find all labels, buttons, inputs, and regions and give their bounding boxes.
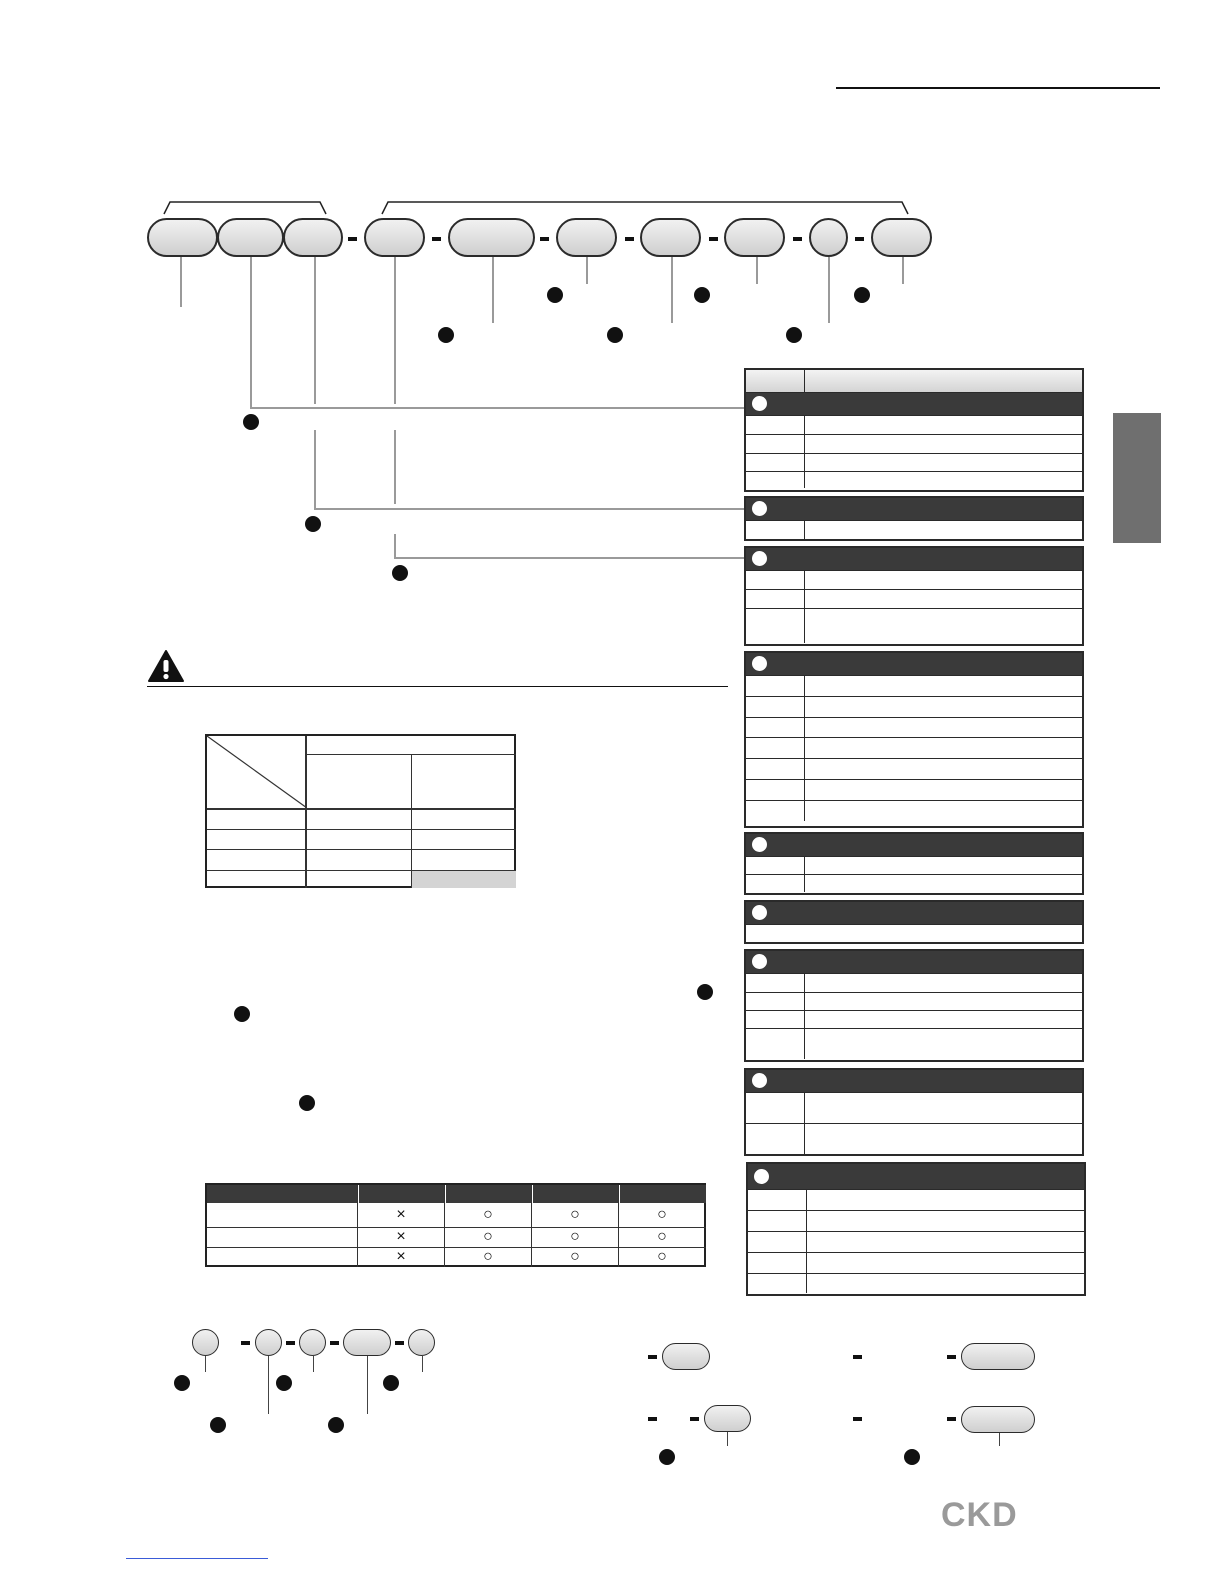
item-marker bbox=[786, 327, 802, 343]
table-divider bbox=[531, 1185, 532, 1267]
table-row bbox=[748, 1274, 1084, 1293]
table-section-header bbox=[746, 498, 1082, 521]
code-pill bbox=[299, 1329, 326, 1356]
item-marker bbox=[392, 565, 408, 581]
combination-table bbox=[205, 734, 516, 888]
code-pill-h bbox=[809, 218, 848, 257]
header-rule bbox=[836, 87, 1160, 89]
code-table-9 bbox=[746, 1162, 1086, 1296]
item-marker bbox=[234, 1006, 250, 1022]
leader-line bbox=[268, 1356, 269, 1414]
table-divider bbox=[207, 1247, 706, 1248]
code-separator bbox=[648, 1417, 657, 1421]
code-pill-c bbox=[364, 218, 425, 257]
compatible-mark: ○ bbox=[657, 1248, 667, 1265]
table-row bbox=[746, 697, 1082, 718]
compatible-mark: ○ bbox=[483, 1248, 493, 1265]
leader-line bbox=[422, 1356, 423, 1372]
code-pill bbox=[961, 1343, 1035, 1370]
table-row bbox=[746, 590, 1082, 609]
section-number-icon bbox=[754, 1169, 769, 1184]
table-column-header bbox=[746, 370, 1082, 393]
code-pill-i bbox=[871, 218, 932, 257]
item-marker bbox=[299, 1095, 315, 1111]
leader-line bbox=[492, 257, 494, 323]
table-row bbox=[746, 759, 1082, 780]
table-row bbox=[748, 1211, 1084, 1232]
leader-line bbox=[727, 1432, 728, 1446]
compatible-mark: ○ bbox=[483, 1228, 493, 1245]
table-divider bbox=[305, 736, 307, 888]
table-header-cell bbox=[533, 1185, 618, 1203]
code-table-3 bbox=[744, 546, 1084, 646]
compatible-mark: ○ bbox=[657, 1206, 667, 1223]
code-table-8 bbox=[744, 1068, 1084, 1156]
item-marker bbox=[174, 1375, 190, 1391]
code-table-2 bbox=[744, 496, 1084, 541]
code-separator bbox=[853, 1417, 862, 1421]
code-pill-e bbox=[556, 218, 617, 257]
caution-rule bbox=[147, 686, 728, 687]
item-marker bbox=[243, 414, 259, 430]
table-row bbox=[748, 1190, 1084, 1211]
code-separator bbox=[432, 237, 441, 241]
table-row bbox=[746, 571, 1082, 590]
table-header-cell bbox=[446, 1185, 531, 1203]
item-marker bbox=[854, 287, 870, 303]
section-number-icon bbox=[752, 396, 767, 411]
table-section-header bbox=[748, 1164, 1084, 1190]
table-section-header bbox=[746, 548, 1082, 571]
table-divider bbox=[207, 808, 516, 810]
code-pill bbox=[662, 1343, 710, 1370]
item-marker bbox=[328, 1417, 344, 1433]
table-row bbox=[746, 1029, 1082, 1059]
code-table-5 bbox=[744, 832, 1084, 895]
table-row bbox=[746, 454, 1082, 472]
leader-line bbox=[394, 534, 396, 558]
code-separator bbox=[793, 237, 802, 241]
table-diagonal bbox=[207, 736, 307, 808]
leader-line bbox=[180, 257, 182, 307]
code-separator bbox=[348, 237, 357, 241]
compatible-mark: ○ bbox=[657, 1228, 667, 1245]
table-header-cell bbox=[359, 1185, 444, 1203]
table-row bbox=[746, 974, 1082, 993]
item-marker bbox=[276, 1375, 292, 1391]
table-section-header bbox=[746, 653, 1082, 676]
code-pill bbox=[408, 1329, 435, 1356]
leader-line bbox=[999, 1433, 1000, 1446]
leader-line bbox=[828, 257, 830, 323]
leader-line bbox=[394, 557, 745, 559]
table-row bbox=[746, 521, 1082, 540]
item-marker bbox=[659, 1449, 675, 1465]
item-marker bbox=[210, 1417, 226, 1433]
table-row bbox=[748, 1232, 1084, 1253]
code-pill bbox=[704, 1405, 751, 1432]
compatibility-table bbox=[205, 1183, 706, 1267]
code-separator bbox=[241, 1341, 250, 1345]
code-separator bbox=[540, 237, 549, 241]
code-separator bbox=[855, 237, 864, 241]
code-table-1 bbox=[744, 368, 1084, 492]
table-divider bbox=[444, 1185, 445, 1267]
leader-line bbox=[367, 1356, 368, 1414]
code-pill bbox=[255, 1329, 282, 1356]
table-row bbox=[748, 1253, 1084, 1274]
item-marker bbox=[547, 287, 563, 303]
table-row bbox=[746, 718, 1082, 738]
table-divider bbox=[411, 755, 412, 888]
code-separator bbox=[648, 1355, 657, 1359]
code-separator bbox=[395, 1341, 404, 1345]
table-divider bbox=[618, 1185, 619, 1267]
leader-line bbox=[394, 430, 396, 504]
leader-line bbox=[586, 257, 588, 284]
leader-line bbox=[902, 257, 904, 284]
leader-line bbox=[205, 1356, 206, 1372]
table-row bbox=[746, 609, 1082, 643]
table-header-cell bbox=[620, 1185, 706, 1203]
table-header-cell bbox=[207, 1185, 357, 1203]
item-marker bbox=[904, 1449, 920, 1465]
compatible-mark: ○ bbox=[570, 1228, 580, 1245]
table-row bbox=[746, 925, 1082, 941]
compatible-mark: ○ bbox=[483, 1206, 493, 1223]
leader-line bbox=[314, 430, 316, 510]
leader-line bbox=[756, 257, 758, 284]
table-row bbox=[746, 416, 1082, 435]
table-row bbox=[746, 1011, 1082, 1029]
leader-line bbox=[250, 257, 252, 407]
incompatible-mark: × bbox=[396, 1206, 406, 1223]
table-row bbox=[746, 857, 1082, 875]
code-pill bbox=[192, 1329, 219, 1356]
code-table-6 bbox=[744, 900, 1084, 944]
table-row bbox=[746, 676, 1082, 697]
table-section-header bbox=[746, 902, 1082, 925]
code-table-4 bbox=[744, 651, 1084, 828]
warning-triangle-icon bbox=[147, 649, 185, 683]
table-row bbox=[746, 993, 1082, 1011]
section-number-icon bbox=[752, 551, 767, 566]
code-separator bbox=[330, 1341, 339, 1345]
table-divider bbox=[207, 849, 516, 850]
section-number-icon bbox=[752, 837, 767, 852]
item-marker bbox=[305, 516, 321, 532]
item-marker bbox=[607, 327, 623, 343]
table-row bbox=[746, 875, 1082, 892]
code-pill bbox=[961, 1406, 1035, 1433]
code-separator bbox=[947, 1417, 956, 1421]
leader-line bbox=[313, 1356, 314, 1372]
incompatible-mark: × bbox=[396, 1228, 406, 1245]
code-group-brackets bbox=[160, 198, 920, 218]
code-separator bbox=[947, 1355, 956, 1359]
section-number-icon bbox=[752, 954, 767, 969]
code-pill-f bbox=[640, 218, 701, 257]
shaded-cell bbox=[412, 871, 516, 888]
section-side-tab bbox=[1113, 413, 1161, 543]
code-separator bbox=[853, 1355, 862, 1359]
code-separator bbox=[709, 237, 718, 241]
table-section-header bbox=[746, 834, 1082, 857]
section-number-icon bbox=[752, 656, 767, 671]
code-pill-series bbox=[147, 218, 218, 257]
table-divider bbox=[207, 829, 516, 830]
item-marker bbox=[694, 287, 710, 303]
leader-line bbox=[314, 257, 316, 404]
code-pill-b bbox=[283, 218, 343, 257]
item-marker bbox=[697, 984, 713, 1000]
table-divider bbox=[207, 1227, 706, 1228]
ckd-logo: CKD bbox=[941, 1496, 1018, 1534]
compatible-mark: ○ bbox=[570, 1206, 580, 1223]
item-marker bbox=[438, 327, 454, 343]
table-section-header bbox=[746, 1070, 1082, 1093]
table-row bbox=[746, 801, 1082, 821]
leader-line bbox=[250, 407, 745, 409]
incompatible-mark: × bbox=[396, 1248, 406, 1265]
table-row bbox=[746, 472, 1082, 488]
section-number-icon bbox=[752, 905, 767, 920]
code-separator bbox=[625, 237, 634, 241]
table-section-header bbox=[746, 393, 1082, 416]
code-pill bbox=[343, 1329, 391, 1356]
table-divider bbox=[307, 754, 516, 755]
code-table-7 bbox=[744, 949, 1084, 1062]
code-separator bbox=[690, 1417, 699, 1421]
code-pill-a bbox=[217, 218, 284, 257]
table-section-header bbox=[746, 951, 1082, 974]
code-separator bbox=[286, 1341, 295, 1345]
leader-line bbox=[671, 257, 673, 323]
leader-line bbox=[394, 257, 396, 404]
code-pill-g bbox=[724, 218, 785, 257]
table-row bbox=[746, 1093, 1082, 1124]
section-number-icon bbox=[752, 1073, 767, 1088]
leader-line bbox=[314, 508, 745, 510]
compatible-mark: ○ bbox=[570, 1248, 580, 1265]
table-row bbox=[746, 780, 1082, 801]
section-number-icon bbox=[752, 501, 767, 516]
footer-link-underline[interactable] bbox=[126, 1558, 268, 1559]
table-divider bbox=[357, 1185, 358, 1267]
table-row bbox=[746, 1124, 1082, 1155]
code-pill-d bbox=[448, 218, 535, 257]
table-row bbox=[746, 738, 1082, 759]
table-row bbox=[746, 435, 1082, 454]
item-marker bbox=[383, 1375, 399, 1391]
